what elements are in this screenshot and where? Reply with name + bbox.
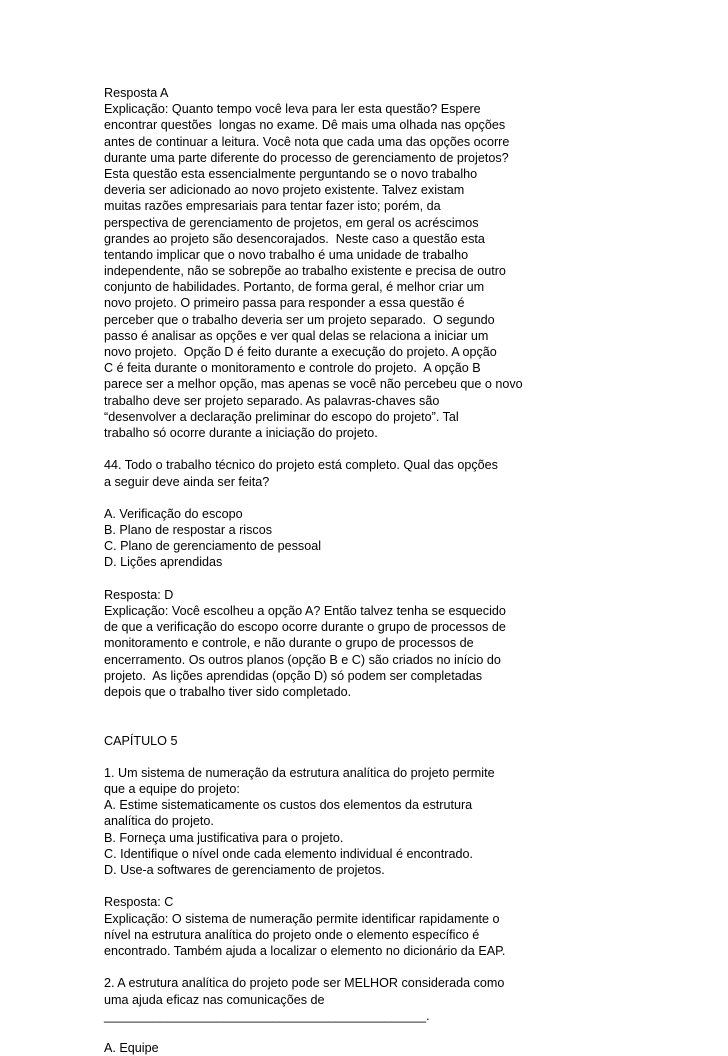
answer-label: Resposta: D [104,587,174,602]
text-line: tentando implicar que o novo trabalho é uma unidade de trabalho [104,247,469,262]
text-line: durante uma parte diferente do processo de gerenciamento de projetos? [104,150,509,165]
text-line: depois que o trabalho tiver sido completado. [104,684,352,699]
text-line: projeto. As lições aprendidas (opção D) só podem ser completadas [104,668,483,683]
spacer [104,571,668,587]
option-d: D. Use-a softwares de gerenciamento de projetos. [104,863,385,878]
text-line: encontrado. Também ajuda a localizar o elemento no dicionário da EAP. [104,943,506,958]
text-line: monitoramento e controle, e não durante o grupo de processos de [104,636,474,651]
text-line: antes de continuar a leitura. Você nota que cada uma das opções ocorre [104,134,510,149]
text-line: perspectiva de gerenciamento de projetos, em geral os acréscimos [104,215,479,230]
answer-label: Resposta A [104,86,169,100]
text-line: de que a verificação do escopo ocorre durante o grupo de processos de [104,620,506,635]
text-line: Explicação: O sistema de numeração permite identificar rapidamente o [104,911,500,926]
spacer [104,749,668,765]
text-line: novo projeto. O primeiro passa para responder a essa questão é [104,296,465,311]
option-a: A. Verificação do escopo [104,506,243,521]
option-a: analítica do projeto. [104,814,214,829]
question-1 [104,765,668,878]
text-line: perceber que o trabalho deveria ser um projeto separado. O segundo [104,312,495,327]
chapter-heading: CAPÍTULO 5 [104,733,178,748]
text-line: nível na estrutura analítica do projeto onde o elemento específico é [104,927,480,942]
text-line: parece ser a melhor opção, mas apenas se você não percebeu que o novo [104,377,523,392]
option-b: B. Forneça uma justificativa para o projeto. [104,830,344,845]
answer-label: Resposta: C [104,895,174,910]
answer-1-explanation [104,894,668,959]
answer-44-explanation [104,587,668,700]
option-c: C. Identifique o nível onde cada elemento individual é encontrado. [104,846,473,861]
fill-in-blank: ______________________________________________. [104,1008,430,1023]
text-line: grandes ao projeto são desencorajados. Neste caso a questão esta [104,231,485,246]
text-line: conjunto de habilidades. Portanto, de forma geral, é melhor criar um [104,280,485,295]
text-line: deveria ser adicionado ao novo projeto existente. Talvez existam [104,183,465,198]
text-line: passo é analisar as opções e ver qual delas se relaciona a iniciar um [104,328,489,343]
option-a: A. Equipe [104,1041,159,1056]
question-text: 44. Todo o trabalho técnico do projeto está completo. Qual das opções [104,458,498,473]
question-text: uma ajuda eficaz nas comunicações de [104,992,325,1007]
text-line: Explicação: Quanto tempo você leva para ler esta questão? Espere [104,102,481,117]
option-b: B. Plano de respostar a riscos [104,523,272,538]
question-2 [104,975,668,1024]
question-text: 2. A estrutura analítica do projeto pode ser MELHOR considerada como [104,976,505,991]
text-line: encerramento. Os outros planos (opção B e C) são criados no início do [104,652,501,667]
spacer [104,490,668,506]
question-text: 1. Um sistema de numeração da estrutura analítica do projeto permite [104,765,495,780]
text-line: encontrar questões longas no exame. Dê mais uma olhada nas opções [104,118,506,133]
question-text: que a equipe do projeto: [104,782,240,797]
text-line: Esta questão esta essencialmente perguntando se o novo trabalho [104,166,478,181]
spacer [104,959,668,975]
option-a: A. Estime sistematicamente os custos dos elementos da estrutura [104,798,473,813]
question-44-options [104,506,668,571]
text-line: independente, não se sobrepõe ao trabalho existente e precisa de outro [104,264,506,279]
spacer [104,441,668,457]
text-line: muitas razões empresariais para tentar fazer isto; porém, da [104,199,441,214]
text-line: trabalho deve ser projeto separado. As palavras-chaves são [104,393,440,408]
option-d: D. Lições aprendidas [104,555,223,570]
spacer [104,700,668,732]
answer-a-explanation [104,85,668,441]
spacer [104,878,668,894]
text-line: Explicação: Você escolheu a opção A? Então talvez tenha se esquecido [104,604,506,618]
text-line: C é feita durante o monitoramento e controle do projeto. A opção B [104,361,481,376]
text-line: “desenvolver a declaração preliminar do escopo do projeto”. Tal [104,409,459,424]
spacer [104,1024,668,1040]
text-line: trabalho só ocorre durante a iniciação do projeto. [104,425,378,440]
question-44 [104,457,668,489]
question-2-options [104,1040,668,1056]
text-line: novo projeto. Opção D é feito durante a execução do projeto. A opção [104,345,497,359]
question-text: a seguir deve ainda ser feita? [104,474,270,489]
option-c: C. Plano de gerenciamento de pessoal [104,539,322,554]
